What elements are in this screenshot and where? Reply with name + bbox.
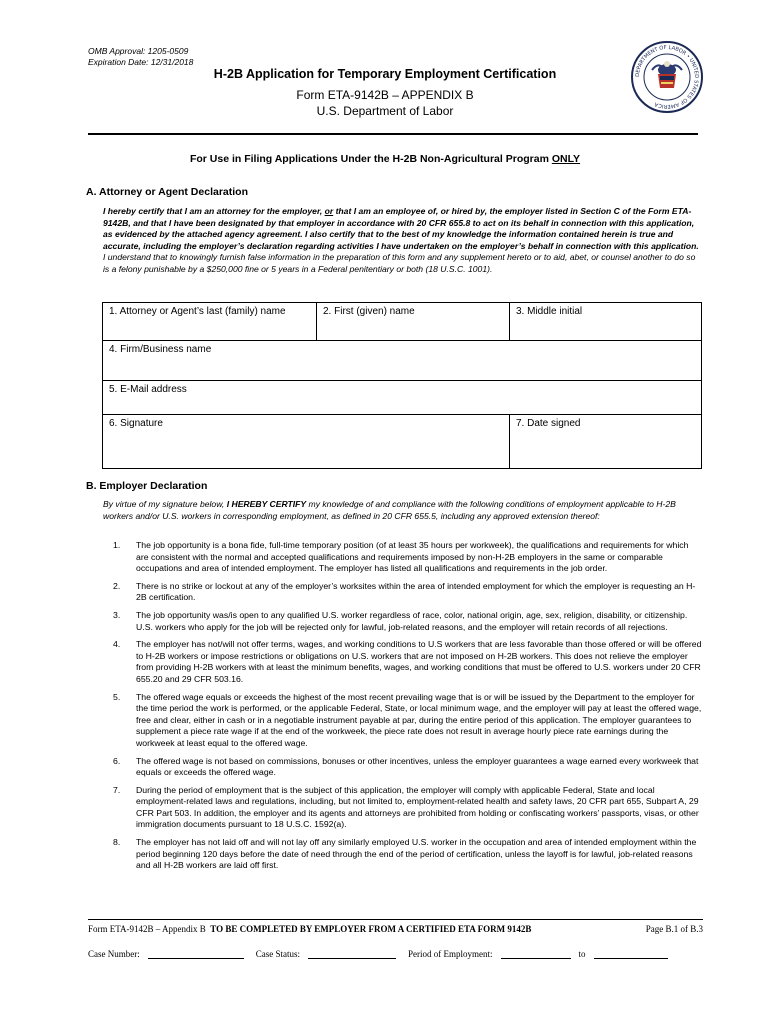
section-a-heading: A. Attorney or Agent Declaration bbox=[86, 186, 248, 198]
footer-form-ref: Form ETA-9142B – Appendix B bbox=[88, 924, 206, 934]
date-signed-label: 7. Date signed bbox=[516, 418, 581, 429]
attorney-middle-initial-label: 3. Middle initial bbox=[516, 306, 583, 317]
period-start-blank[interactable] bbox=[501, 948, 571, 959]
list-item bbox=[103, 692, 703, 750]
item-number: 5. bbox=[113, 691, 121, 702]
list-item bbox=[103, 639, 703, 685]
section-b-heading: B. Employer Declaration bbox=[86, 480, 208, 492]
employer-certification-intro bbox=[103, 499, 703, 522]
list-item bbox=[103, 837, 703, 872]
page-title: H-2B Application for Temporary Employment Certification bbox=[213, 67, 557, 81]
conditions-list bbox=[103, 540, 703, 878]
omb-info bbox=[88, 46, 193, 68]
item-text: The employer has not/will not offer terms, wages, and working conditions to U.S workers that are less favorable than those offered or will be offered to H-2B workers or impose restrictions or obligations on U.S. workers that are not imposed on H-2B workers. This does not relieve the employer from providing H-2B workers with at least the minimum benefits, wages, and working conditions that must be offered to U.S. workers under 20 CFR 655.20 and 29 CFR 503.16. bbox=[136, 639, 702, 684]
use-notice-emphasis: ONLY bbox=[551, 153, 581, 165]
period-to-label: to bbox=[578, 949, 586, 959]
intro-1: By virtue of my signature below, bbox=[103, 499, 227, 509]
cert-bold-1: I hereby certify that I am an attorney for the employer, bbox=[103, 206, 325, 216]
attorney-fields-table bbox=[102, 302, 702, 469]
header-divider bbox=[88, 133, 698, 135]
item-number: 7. bbox=[113, 784, 121, 795]
attorney-first-name-label: 2. First (given) name bbox=[323, 306, 415, 317]
footer-page-number: Page B.1 of B.3 bbox=[645, 924, 703, 934]
firm-name-label: 4. Firm/Business name bbox=[109, 344, 212, 355]
period-end-blank[interactable] bbox=[594, 948, 668, 959]
item-text: The offered wage is not based on commissions, bonuses or other incentives, unless the employer guarantees a wage earned every workweek that equals or exceeds the offered wage. bbox=[136, 755, 699, 778]
signature-field[interactable] bbox=[103, 415, 510, 469]
list-item bbox=[103, 756, 703, 779]
firm-name-field[interactable] bbox=[103, 341, 702, 381]
omb-approval: OMB Approval: 1205-0509 bbox=[88, 46, 189, 56]
footer-line bbox=[88, 924, 703, 934]
item-text: The job opportunity was/is open to any qualified U.S. worker regardless of race, color, national origin, age, sex, religion, disability, or citizenship. U.S. workers who apply for the job will be rejected only for lawful, job-related reasons, and the employer will retain records of all rejections. bbox=[136, 609, 688, 632]
use-notice bbox=[0, 153, 770, 165]
item-text: The job opportunity is a bona fide, full-time temporary position (of at least 35 hours per workweek), the qualifications and requirements for which are consistent with the normal and accepted qualifications and requirements imposed by non-H-2B employers in the same or comparable occupations and area of intended employment. The employer has listed all qualifications and requirements in the job order. bbox=[136, 540, 689, 574]
email-field[interactable] bbox=[103, 381, 702, 415]
footer-divider bbox=[88, 919, 703, 920]
case-number-blank[interactable] bbox=[148, 948, 244, 959]
item-number: 1. bbox=[113, 540, 121, 550]
attorney-middle-initial-field[interactable] bbox=[510, 303, 702, 341]
item-number: 8. bbox=[113, 837, 121, 848]
attorney-first-name-field[interactable] bbox=[317, 303, 510, 341]
case-number-label: Case Number: bbox=[88, 949, 140, 959]
intro-2: my knowledge of and compliance with the following conditions of employment applicable to H-2B workers and/or U.S. workers in corresponding employment, as defined in 20 CFR 655.5, including any approved extension thereof: bbox=[103, 499, 676, 521]
item-number: 6. bbox=[113, 755, 121, 766]
agency-name: U.S. Department of Labor bbox=[316, 104, 454, 118]
cert-bold-2: that I am an employee of, or hired by, the employer listed in Section C of the Form ETA-9142B, and that I have been designated by that employer in accordance with 20 CFR 655.8 to act on its behalf in connection with this application, as evidenced by the attached agency agreement. I also certify that to the best of my knowledge the information contained herein is true and accurate, including the employer’s declaration regarding activities I have undertaken on the employer’s behalf in connection with this application. bbox=[103, 206, 699, 251]
list-item bbox=[103, 581, 703, 604]
list-item bbox=[103, 540, 703, 575]
cert-or: or bbox=[324, 206, 334, 216]
use-notice-text: For Use in Filing Applications Under the H-2B Non-Agricultural Program bbox=[189, 153, 552, 165]
item-text: The offered wage equals or exceeds the highest of the most recent prevailing wage that is or will be issued by the Department to the employer for the time period the work is performed, or the applicable Federal, State, or local minimum wage, and the employer will pay at least the offered wage, free and clear, either in cash or in a negotiable instrument payable at par, during the entire period of this application. The employer guarantees to supplement a piece rate wage if at the end of the workweek, the piece rate does not result in average hourly piece rate earnings during the workweek at least equal to the offered wage. bbox=[136, 691, 702, 748]
intro-bold: I HEREBY CERTIFY bbox=[226, 499, 307, 509]
case-status-label: Case Status: bbox=[255, 949, 300, 959]
dol-seal-icon bbox=[630, 40, 704, 114]
signature-label: 6. Signature bbox=[109, 418, 163, 429]
item-text: The employer has not laid off and will not lay off any similarly employed U.S. worker in the occupation and area of intended employment within the period beginning 120 days before the date of need through the end of the period of certification, unless the layoff is for lawful, job-related reasons and all H-2B workers are laid off first. bbox=[136, 837, 697, 871]
attorney-last-name-label: 1. Attorney or Agent’s last (family) name bbox=[109, 306, 286, 317]
list-item bbox=[103, 785, 703, 831]
email-label: 5. E-Mail address bbox=[109, 384, 187, 395]
item-text: During the period of employment that is the subject of this application, the employer will comply with applicable Federal, State and local employment-related laws and regulations, including, but not limited to, employment-related health and safety laws, 20 CFR part 655, Subpart A, 29 CFR Part 503. In addition, the employer and its agents and attorneys are prohibited from holding or confiscating workers’ passports, visas, or other immigration documents pursuant to 18 U.S.C. 1592(a). bbox=[136, 784, 699, 830]
item-number: 2. bbox=[113, 580, 121, 591]
item-number: 4. bbox=[113, 639, 121, 650]
footer-instruction: TO BE COMPLETED BY EMPLOYER FROM A CERTIFIED ETA FORM 9142B bbox=[210, 924, 532, 934]
seal-text: DEPARTMENT OF LABOR • UNITED STATES OF AMERICA bbox=[634, 44, 700, 110]
case-status-blank[interactable] bbox=[308, 948, 396, 959]
footer-case-fields bbox=[88, 948, 703, 959]
expiration-date: Expiration Date: 12/31/2018 bbox=[88, 57, 194, 67]
date-signed-field[interactable] bbox=[510, 415, 702, 469]
attorney-last-name-field[interactable] bbox=[103, 303, 317, 341]
period-label: Period of Employment: bbox=[408, 949, 493, 959]
cert-plain: I understand that to knowingly furnish false information in the preparation of this form and any supplement hereto or to aid, abet, or counsel another to do so is a felony punishable by a $250,000 fine or 5 years in a Federal penitentiary or both (18 U.S.C. 1001). bbox=[103, 252, 696, 274]
item-number: 3. bbox=[113, 609, 121, 620]
form-number: Form ETA-9142B – APPENDIX B bbox=[296, 88, 474, 102]
list-item bbox=[103, 610, 703, 633]
attorney-certification bbox=[103, 206, 701, 276]
item-text: There is no strike or lockout at any of the employer’s worksites within the area of intended employment for which the employer is requesting an H-2B certification. bbox=[136, 580, 696, 603]
